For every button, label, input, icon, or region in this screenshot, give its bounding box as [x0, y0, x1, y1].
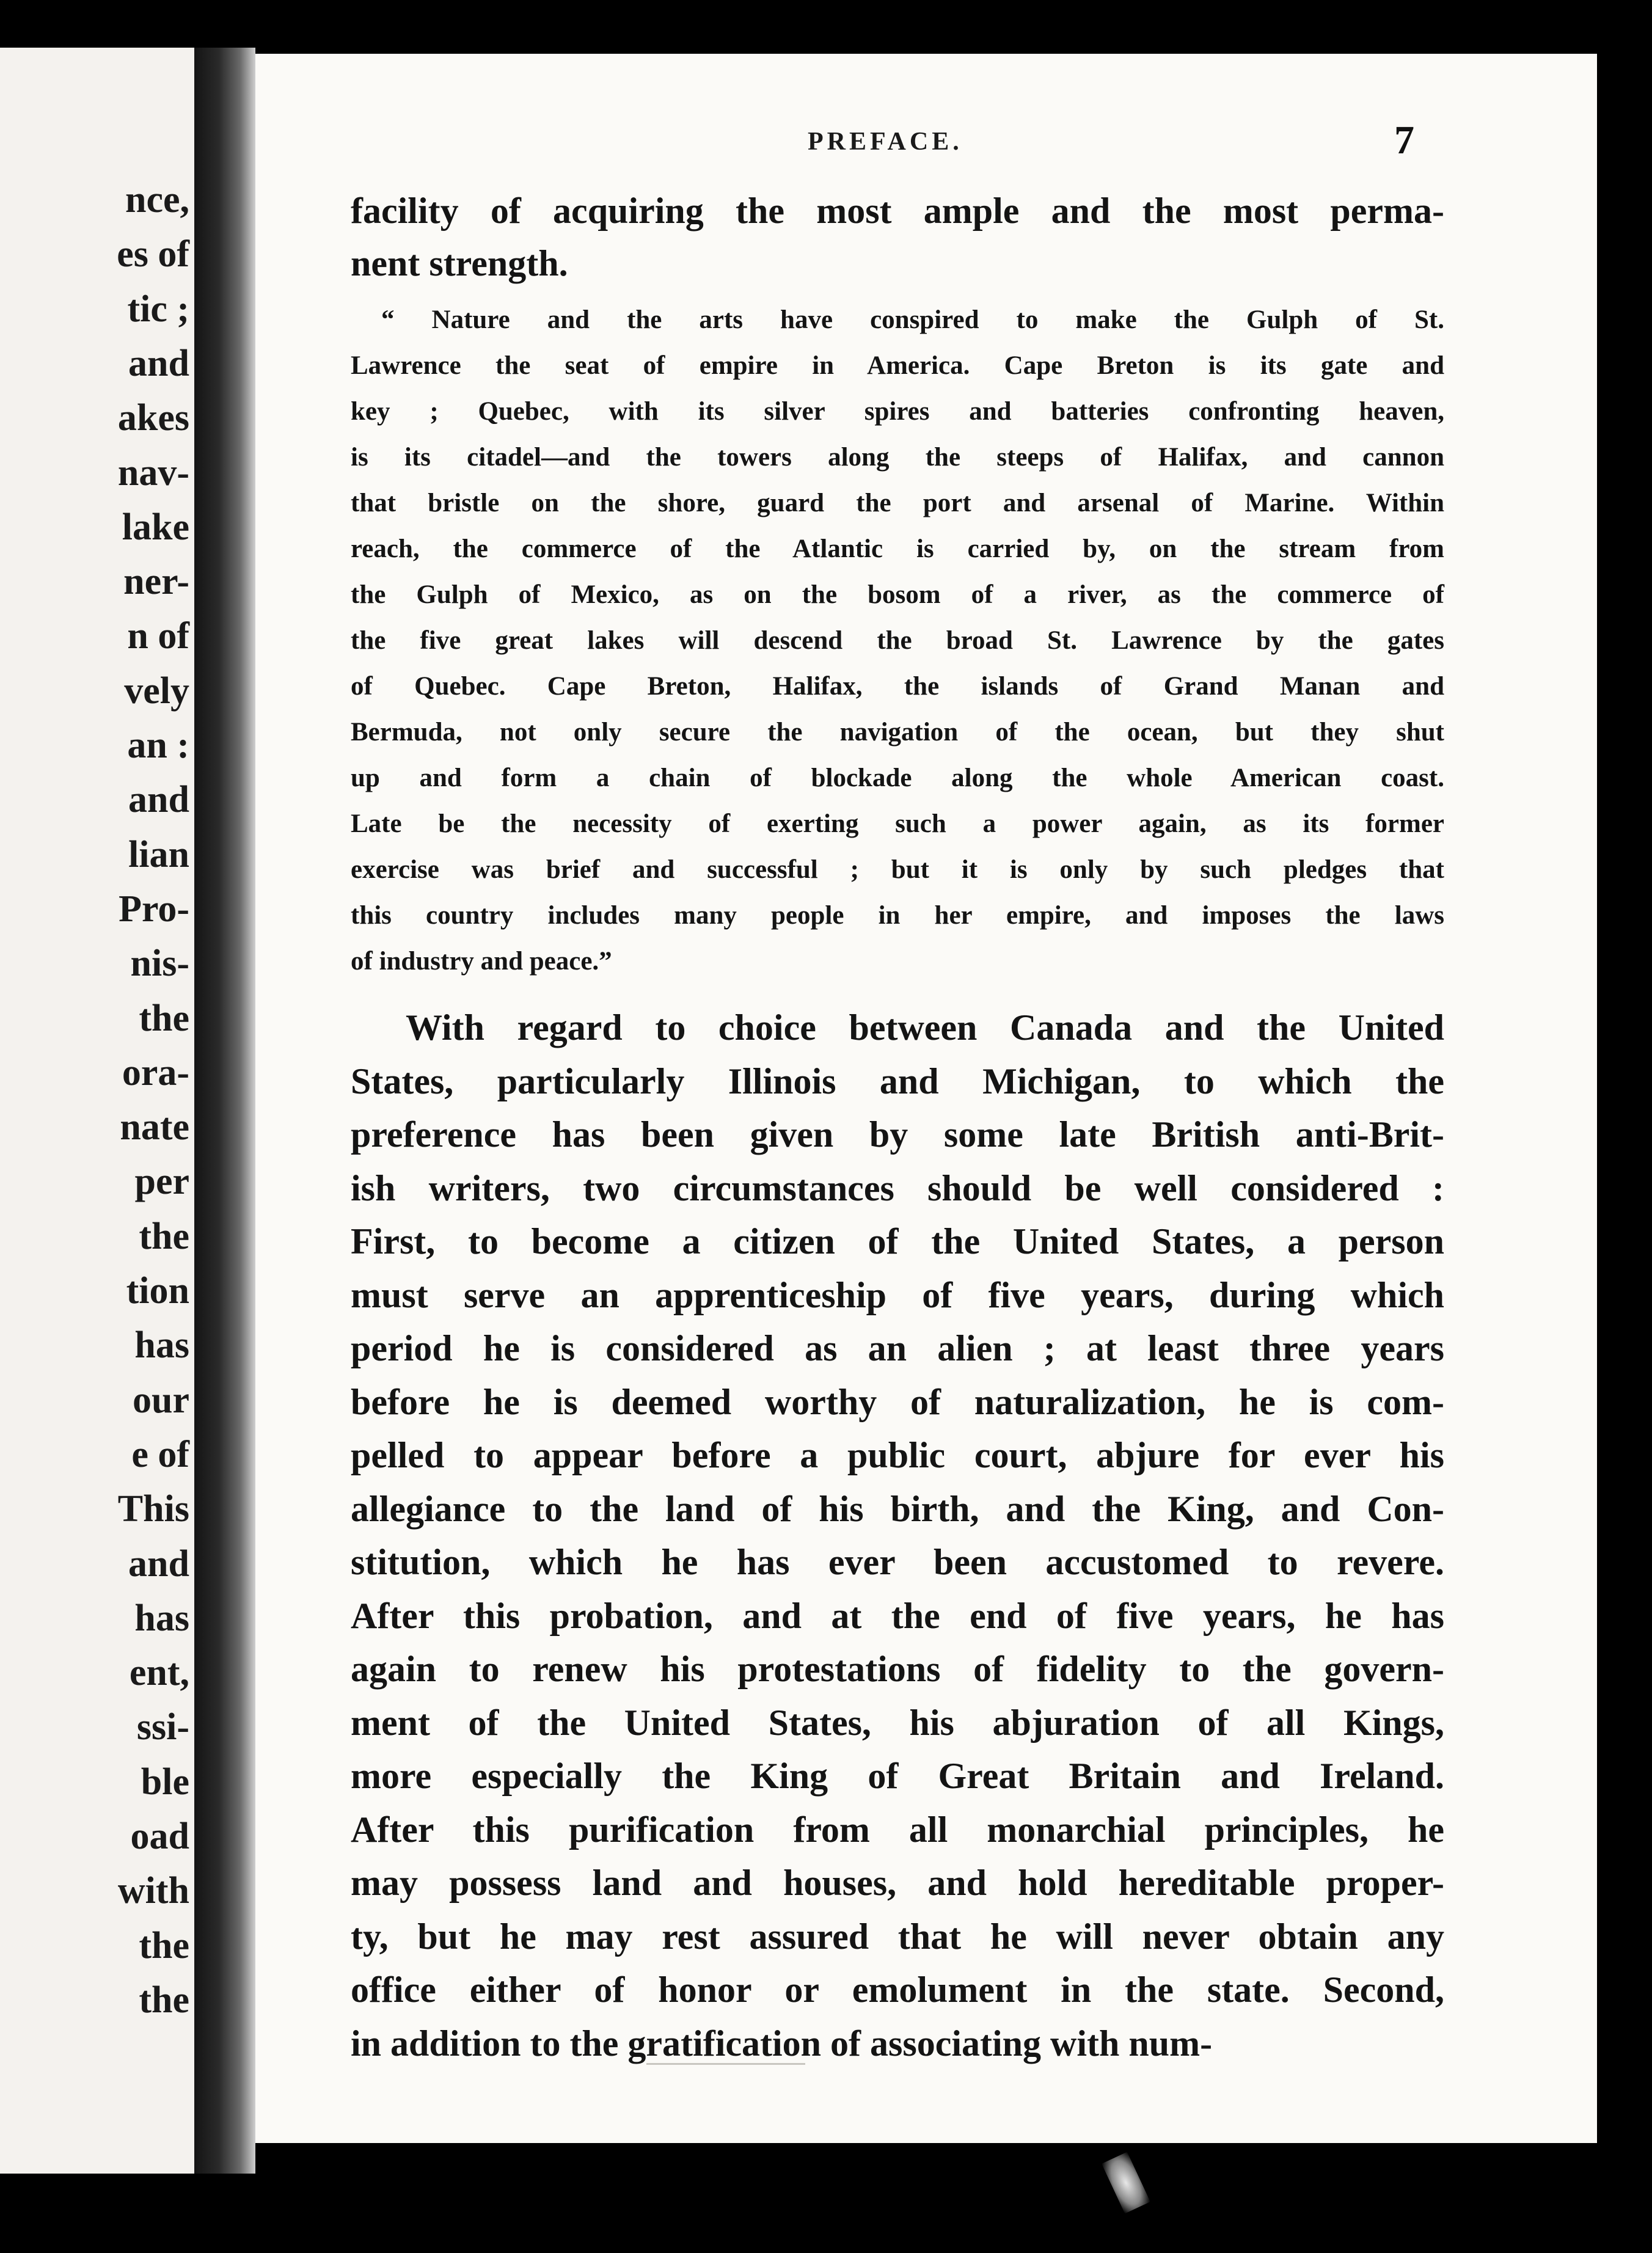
facing-page-line-fragment: es of	[117, 233, 189, 276]
facing-page-line-fragment: our	[133, 1379, 189, 1421]
quote-line: of Quebec. Cape Breton, Halifax, the islands of Grand Manan and	[351, 672, 1444, 701]
paragraph-continuation	[351, 184, 1444, 290]
page-number: 7	[1394, 118, 1414, 162]
facing-page-line-fragment: the	[139, 1215, 189, 1257]
facing-page-line-fragment: n of	[127, 615, 189, 657]
facing-page-line-fragment: ora-	[122, 1051, 189, 1094]
p1-line: nent strength.	[351, 243, 568, 283]
quote-line: “ Nature and the arts have conspired to make the Gulph of St.	[381, 305, 1444, 334]
facing-page-line-fragment: ent,	[129, 1652, 189, 1694]
p2-line: before he is deemed worthy of naturalization, he is com-	[351, 1381, 1444, 1422]
quote-line: is its citadel—and the towers along the steeps of Halifax, and cannon	[351, 443, 1444, 472]
page-foot-mark	[646, 2063, 805, 2065]
p2-line: With regard to choice between Canada and the United	[406, 1007, 1444, 1048]
p2-line: period he is considered as an alien ; at least three years	[351, 1328, 1444, 1368]
facing-page-line-fragment: the	[139, 1924, 189, 1966]
scan-smudge	[1102, 2152, 1150, 2213]
p2-line: ty, but he may rest assured that he will never obtain any	[351, 1916, 1444, 1957]
p2-line: office either of honor or emolument in the state. Second,	[351, 1970, 1444, 2010]
p2-line: States, particularly Illinois and Michigan, to which the	[351, 1061, 1444, 1101]
facing-page-line-fragment: and	[128, 779, 189, 821]
facing-page-line-fragment: and	[128, 1543, 189, 1585]
facing-page-line-fragment: This	[117, 1488, 189, 1530]
facing-page-line-fragment: and	[128, 342, 189, 384]
p1-line: facility of acquiring the most ample and the most perma-	[351, 191, 1444, 231]
facing-page-line-fragment: vely	[124, 670, 189, 712]
facing-page-line-fragment: ble	[141, 1761, 189, 1803]
facing-page-line-fragment: tion	[126, 1270, 189, 1312]
quote-line: this country includes many people in her empire, and imposes the laws	[351, 901, 1444, 930]
p2-line: After this purification from all monarchial principles, he	[351, 1809, 1444, 1850]
p2-line: stitution, which he has ever been accustomed to revere.	[351, 1542, 1444, 1582]
facing-page-line-fragment: Pro-	[119, 888, 189, 930]
p2-line: After this probation, and at the end of five years, he has	[351, 1595, 1444, 1636]
facing-page-line-fragment: ner-	[123, 561, 189, 603]
facing-page-line-fragment: e of	[131, 1433, 189, 1475]
running-head	[255, 118, 1597, 170]
facing-page-line-fragment: tic ;	[127, 288, 189, 330]
p2-line: in addition to the gratification of associating with num-	[351, 2023, 1213, 2064]
facing-page-line-fragment: lake	[122, 506, 189, 548]
quote-line: reach, the commerce of the Atlantic is carried by, on the stream from	[351, 535, 1444, 563]
p2-line: ish writers, two circumstances should be well considered :	[351, 1167, 1444, 1208]
p2-line: may possess land and houses, and hold hereditable proper-	[351, 1863, 1444, 1903]
quote-line: key ; Quebec, with its silver spires and batteries confronting heaven,	[351, 397, 1444, 426]
p2-line: again to renew his protestations of fidelity to the govern-	[351, 1649, 1444, 1689]
facing-page-line-fragment: lian	[128, 833, 189, 875]
quote-line: Late be the necessity of exerting such a power again, as its former	[351, 809, 1444, 838]
p2-line: must serve an apprenticeship of five years, during which	[351, 1274, 1444, 1315]
facing-page-line-fragment: with	[117, 1870, 189, 1912]
book-page	[255, 54, 1597, 2143]
facing-page-fragment	[0, 48, 194, 2174]
facing-page-line-fragment: has	[134, 1324, 189, 1367]
facing-page-line-fragment: the	[139, 1979, 189, 2021]
block-quote	[351, 297, 1444, 984]
facing-page-line-fragment: nis-	[130, 943, 189, 985]
quote-line: up and form a chain of blockade along the whole American coast.	[351, 764, 1444, 792]
facing-page-line-fragment: akes	[117, 397, 189, 439]
p2-line: preference has been given by some late British anti-Brit-	[351, 1114, 1444, 1155]
quote-line: Lawrence the seat of empire in America. Cape Breton is its gate and	[351, 351, 1444, 380]
facing-page-line-fragment: nav-	[117, 451, 189, 494]
facing-page-line-fragment: the	[139, 997, 189, 1039]
quote-line: the Gulph of Mexico, as on the bosom of a river, as the commerce of	[351, 580, 1444, 609]
facing-page-line-fragment: nate	[120, 1106, 189, 1148]
quote-line: Bermuda, not only secure the navigation of the ocean, but they shut	[351, 718, 1444, 747]
p2-line: ment of the United States, his abjuration of all Kings,	[351, 1702, 1444, 1743]
quote-line: that bristle on the shore, guard the port and arsenal of Marine. Within	[351, 489, 1444, 517]
facing-page-line-fragment: oad	[130, 1816, 189, 1857]
paragraph-choice	[351, 1001, 1444, 2070]
p2-line: more especially the King of Great Britain and Ireland.	[351, 1756, 1444, 1796]
facing-page-line-fragment: an :	[127, 725, 189, 766]
p2-line: First, to become a citizen of the United States, a person	[351, 1221, 1444, 1262]
facing-page-line-fragment: ssi-	[136, 1706, 189, 1748]
p2-line: allegiance to the land of his birth, and the King, and Con-	[351, 1488, 1444, 1529]
facing-page-line-fragment: has	[134, 1597, 189, 1639]
book-gutter-shadow	[194, 48, 255, 2174]
quote-line: exercise was brief and successful ; but it is only by such pledges that	[351, 855, 1444, 884]
quote-line: the five great lakes will descend the broad St. Lawrence by the gates	[351, 626, 1444, 655]
running-title: PREFACE.	[808, 128, 963, 156]
page-body	[351, 184, 1444, 2070]
facing-page-line-fragment: nce,	[125, 179, 189, 221]
p2-line: pelled to appear before a public court, abjure for ever his	[351, 1435, 1444, 1475]
facing-page-line-fragment: per	[134, 1161, 189, 1203]
quote-line: of industry and peace.”	[351, 947, 612, 976]
